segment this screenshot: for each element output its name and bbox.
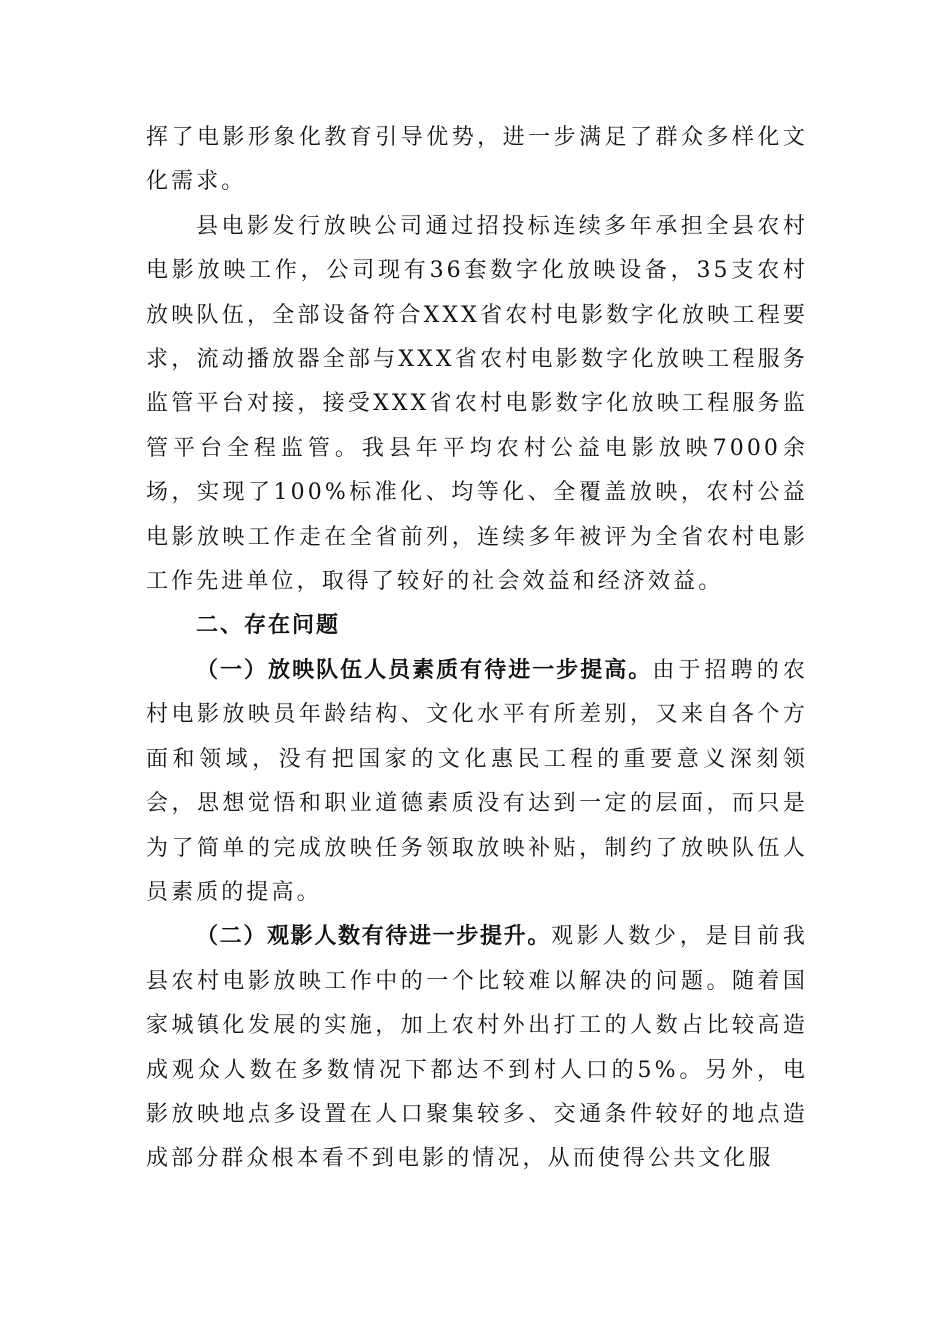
issue-paragraph-2: [146, 915, 808, 1181]
paragraph-continuation: 挥了电影形象化教育引导优势，进一步满足了群众多样化文化需求。: [146, 125, 808, 195]
section-heading: 二、存在问题: [196, 613, 341, 639]
issue-paragraph-1: [146, 649, 808, 915]
paragraph-company-overview: 县电影发行放映公司通过招投标连续多年承担全县农村电影放映工作，公司现有36套数字化放映设备，35支农村放映队伍，全部设备符合XXX省农村电影数字化放映工程要求，流动播放器全部与XXX省农村电影数字化放映工程服务监管平台对接，接受XXX省农村电影数字化放映工程服务监管平台全程监管。我县年平均农村公益电影放映7000余场，实现了100%标准化、均等化、全覆盖放映，农村公益电影放映工作走在全省前列，连续多年被评为全省农村电影工作先进单位，取得了较好的社会效益和经济效益。: [146, 213, 808, 595]
issue-body-1: 由于招聘的农村电影放映员年龄结构、文化水平有所差别，又来自各个方面和领域，没有把国家的文化惠民工程的重要意义深刻领会，思想觉悟和职业道德素质没有达到一定的层面，而只是为了简单的完成放映任务领取放映补贴，制约了放映队伍人员素质的提高。: [146, 657, 808, 905]
issue-heading-1: （一）放映队伍人员素质有待进一步提高。: [196, 657, 653, 683]
issue-body-2: 观影人数少，是目前我县农村电影放映工作中的一个比较难以解决的问题。随着国家城镇化发展的实施，加上农村外出打工的人数占比较高造成观众人数在多数情况下都达不到村人口的5%。另外，电影放映地点多设置在人口聚集较多、交通条件较好的地点造成部分群众根本看不到电影的情况，从而使得公共文化服: [146, 924, 808, 1172]
issue-heading-2: （二）观影人数有待进一步提升。: [196, 924, 551, 950]
document-body: [146, 116, 808, 1182]
